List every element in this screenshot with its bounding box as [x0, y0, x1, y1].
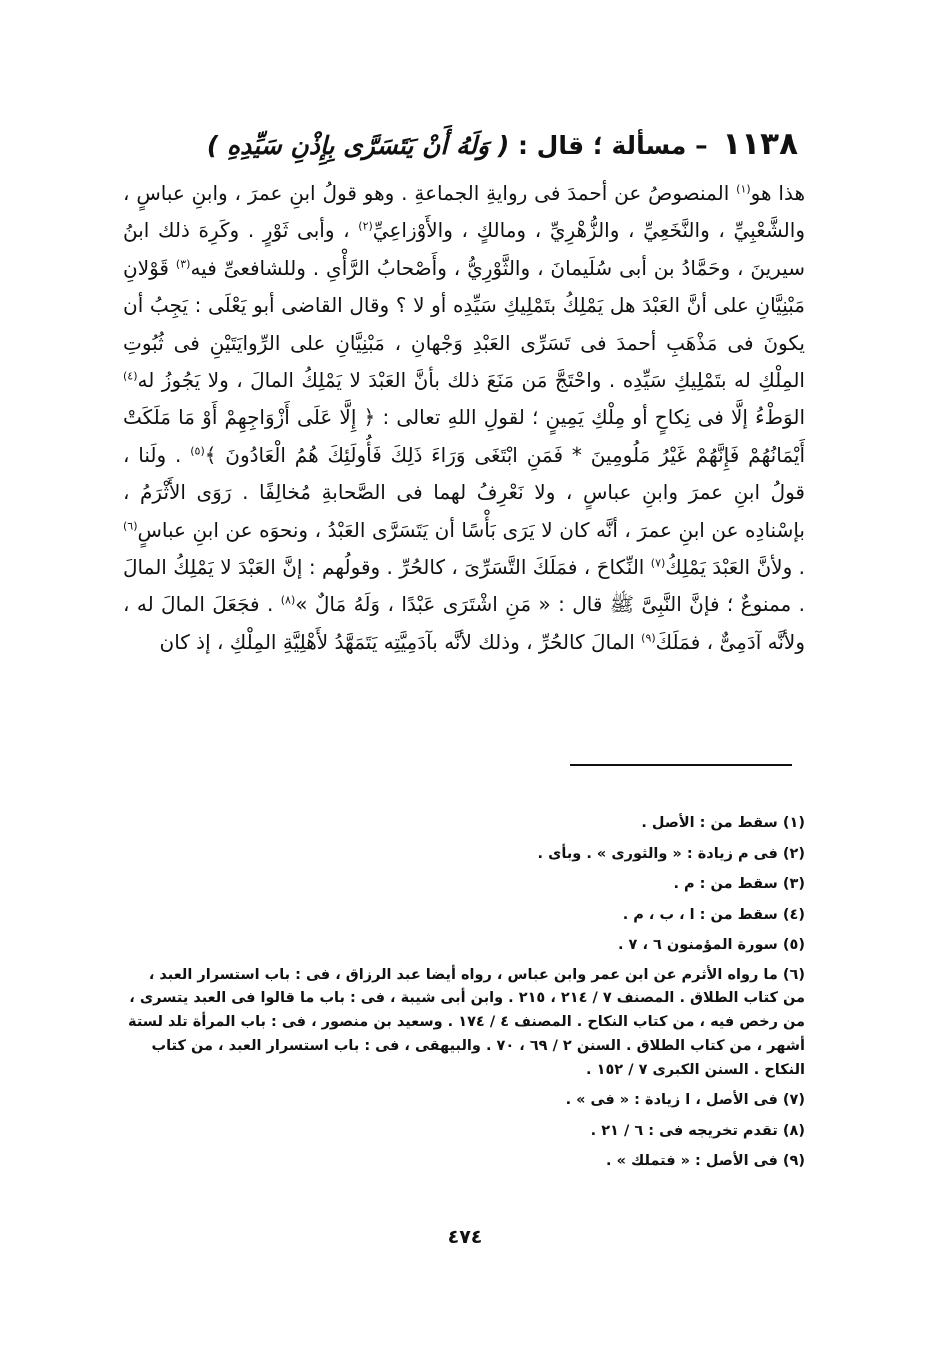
body-text-segment: . ولأنَّ العَبْدَ يَمْلِكُ — [665, 555, 805, 580]
body-text-segment: المنصوصُ عن أحمدَ فى روايةِ الجماعةِ . وهو قولُ ابنِ عمرَ ، وابنِ عباسٍ ، والشَّعْبِيِّ ، والنَّخَعِيِّ ، والزُّهْرِيِّ ، ومالكٍ ، والأَوْزاعِيِّ — [123, 181, 805, 243]
footnote-item: (٤) سقط من : ا ، ب ، م . — [622, 906, 805, 923]
body-text-segment: . ولَنا ، قولُ ابنِ عمرَ وابنِ عباسٍ ، ولا نَعْرِفُ لهما فى الصَّحابةِ مُخالِفًا . رَوَى الأَثْرَمُ ، بإسْنادِه عن ابنِ عمرَ ، أنَّه كان لا يَرَى بَأْسًا أن يَتَسَرَّى العَبْدُ ، ونحوَه عن ابنِ عباسٍ — [123, 442, 805, 542]
footnote-ref[interactable]: (٧) — [650, 556, 666, 570]
footnote-ref[interactable]: (٩) — [641, 631, 656, 645]
body-text-segment: قَوْلانِ مَبْنِيَّانِ على أنَّ العَبْدَ هل يَمْلِكُ بتَمْلِيكِ سَيِّدِه أو لا ؟ وقال القاضى أبو يَعْلَى : يَجِبُ أن يكونَ فى مَذْهَبِ أحمدَ فى تَسَرِّى العَبْدِ وَجْهانِ ، مَبْنِيَّانِ على الرِّوايَتَيْنِ فى ثُبُوتِ المِلْكِ له بتَمْلِيكِ سَيِّدِه . واحْتَجَّ مَن مَنَعَ ذلك بأنَّ العَبْدَ لا يَمْلِكُ المالَ ، ولا يَجُوزُ له — [123, 255, 805, 393]
footnote-item: (٥) سورة المؤمنون ٦ ، ٧ . — [617, 937, 805, 953]
body-text-segment: المالَ كالحُرِّ ، وذلك لأنَّه بآدَمِيَّتِه يَتَمَهَّدُ لأَهْلِيَّةِ المِلْكِ ، إذ كان — [159, 629, 635, 654]
footnote-item: (٢) فى م زيادة : « والثورى » . وبأى . — [537, 845, 805, 862]
footnote-ref[interactable]: (١) — [736, 182, 751, 196]
issue-heading — [138, 128, 798, 162]
page-number: ٤٧٤ — [447, 1226, 483, 1248]
body-text-segment: ، وأبى ثَوْرٍ . وكَرِهَ ذلك ابنُ سيرينَ ، وحَمَّادُ بن أبى سُلَيمانَ ، والثَّوْرِيُّ ، وأَصْحابُ الرَّأْىِ . وللشافعىِّ فيه — [123, 218, 805, 280]
footnote-item: (٦) ما رواه الأثرم عن ابن عمر وابن عباس ، رواه أيضا عبد الرزاق ، فى : باب استسرار العبد ، من كتاب الطلاق . المصنف ٧ / ٢١٤ ، ٢١٥ . وابن أبى شيبة ، فى : باب ما قالوا فى العبد يتسرى ، من رخص فيه ، من كتاب النكاح . المصنف ٤ / ١٧٤ . وسعيد بن منصور ، فى : باب المرأة تلد لستة أشهر ، من كتاب الطلاق . السنن ٢ / ٦٩ ، ٧٠ . والبيهقى ، فى : باب استسرار العبد ، من كتاب النكاح . السنن الكبرى ٧ / ١٥٢ . — [128, 966, 805, 1078]
footnote-ref[interactable]: (٢) — [358, 219, 373, 233]
footnotes-list — [125, 808, 805, 1177]
footnote-item: (٧) فى الأصل ، ا زيادة : « فى » . — [565, 1092, 805, 1109]
footnote-ref[interactable]: (٦) — [123, 519, 138, 532]
footnote-item: (١) سقط من : الأصل . — [641, 815, 805, 831]
body-text-segment: الوَطْءُ إلَّا فى نِكاحٍ أو مِلْكِ يَمِينٍ ؛ لقولِ اللهِ تعالى : ﴿ إِلَّا عَلَى أَزْوَاجِهِمْ أَوْ مَا مَلَكَتْ أَيْمَانُهُمْ فَإِنَّهُمْ غَيْرُ مَلُومِينَ * فَمَنِ ابْتَغَى وَرَاءَ ذَلِكَ فَأُولَئِكَ هُمُ الْعَادُونَ ﴾ — [123, 405, 806, 467]
body-text-segment: هذا هو — [750, 181, 806, 205]
footnote-item: (٣) سقط من : م . — [673, 876, 805, 892]
footnote-ref[interactable]: (٤) — [123, 369, 138, 383]
footnote-separator — [570, 764, 792, 766]
issue-number: ١١٣٨ — [722, 126, 798, 162]
footnote-ref[interactable]: (٥) — [190, 444, 205, 458]
body-text-segment: النِّكاحَ ، فمَلَكَ التَّسَرِّىَ ، كالحُرِّ . وقولُهم : إنَّ العَبْدَ لا يَمْلِكُ المالَ . ممنوعٌ ؛ فإنَّ النَّبِىَّ ﷺ قال : « مَنِ اشْتَرَى عَبْدًا ، وَلَهُ مَالٌ » — [123, 555, 805, 617]
footnote-item: (٨) تقدم تخريجه فى : ٦ / ٢١ . — [590, 1122, 805, 1139]
footnote-ref[interactable]: (٨) — [280, 593, 296, 607]
issue-label: – مسألة ؛ قال : — [517, 131, 708, 160]
body-text-segment: . فجَعَلَ المالَ له ، ولأنَّه آدَمِىٌّ ، فمَلَكَ — [123, 592, 805, 654]
issue-quote: ( وَلَهُ أَنْ يَتَسَرَّى بِإِذْنِ سَيِّدِهِ ) — [206, 131, 510, 160]
body-paragraph — [123, 175, 805, 661]
footnote-item: (٩) فى الأصل : « فتملك » . — [606, 1153, 805, 1170]
footnote-ref[interactable]: (٣) — [175, 257, 191, 271]
